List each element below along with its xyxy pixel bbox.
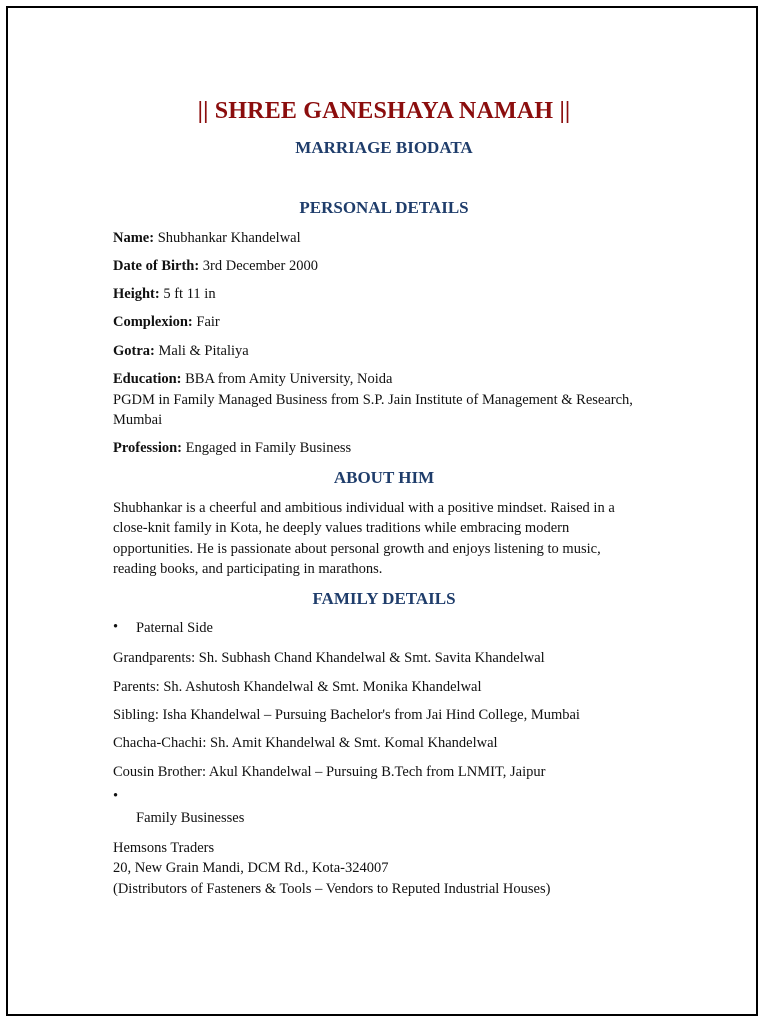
education-row [113, 369, 392, 390]
family-businesses-label: Family Businesses [136, 810, 245, 826]
complexion-row [113, 312, 220, 333]
name-row [113, 228, 301, 249]
cousin-row: Cousin Brother: Akul Khandelwal – Pursuing B.Tech from LNMIT, Jaipur [113, 764, 546, 780]
gotra-label: Gotra: [113, 343, 155, 359]
profession-label: Profession: [113, 440, 183, 456]
dob-value: 3rd December 2000 [202, 258, 318, 274]
height-value: 5 ft 11 in [163, 286, 216, 302]
name-value: Shubhankar Khandelwal [157, 230, 301, 246]
bullet-icon: • [113, 619, 119, 635]
about-line-3: opportunities. He is passionate about personal growth and enjoys listening to music, [113, 541, 601, 557]
family-heading: FAMILY DETAILS [312, 589, 456, 608]
dob-row [113, 256, 318, 277]
education-value: BBA from Amity University, Noida [185, 371, 393, 387]
dob-label: Date of Birth: [113, 258, 200, 274]
height-label: Height: [113, 286, 160, 302]
personal-details-heading: PERSONAL DETAILS [299, 198, 469, 217]
education-line-3: Mumbai [113, 412, 163, 428]
complexion-label: Complexion: [113, 314, 193, 330]
chacha-chachi-row: Chacha-Chachi: Sh. Amit Khandelwal & Smt. Komal Khandelwal [113, 735, 498, 751]
about-line-2: close-knit family in Kota, he deeply values traditions while embracing modern [113, 520, 570, 536]
bullet-icon: • [113, 788, 119, 804]
business-address: 20, New Grain Mandi, DCM Rd., Kota-324007 [113, 860, 389, 876]
page-subtitle: MARRIAGE BIODATA [295, 138, 473, 157]
business-name: Hemsons Traders [113, 840, 215, 856]
about-line-1: Shubhankar is a cheerful and ambitious individual with a positive mindset. Raised in a [113, 500, 615, 516]
profession-value: Engaged in Family Business [185, 440, 352, 456]
paternal-side-label: Paternal Side [136, 620, 213, 636]
name-label: Name: [113, 230, 155, 246]
business-description: (Distributors of Fasteners & Tools – Vendors to Reputed Industrial Houses) [113, 881, 551, 897]
education-label: Education: [113, 371, 182, 387]
about-heading: ABOUT HIM [333, 468, 435, 487]
about-line-4: reading books, and participating in marathons. [113, 561, 383, 577]
gotra-value: Mali & Pitaliya [158, 343, 249, 359]
height-row [113, 284, 216, 305]
education-line-2: PGDM in Family Managed Business from S.P. Jain Institute of Management & Research, [113, 392, 633, 408]
complexion-value: Fair [196, 314, 220, 330]
sibling-row: Sibling: Isha Khandelwal – Pursuing Bachelor's from Jai Hind College, Mumbai [113, 707, 580, 723]
gotra-row [113, 341, 249, 362]
page-title: || SHREE GANESHAYA NAMAH || [197, 98, 571, 124]
grandparents-row: Grandparents: Sh. Subhash Chand Khandelwal & Smt. Savita Khandelwal [113, 650, 545, 666]
profession-row [113, 438, 351, 459]
parents-row: Parents: Sh. Ashutosh Khandelwal & Smt. Monika Khandelwal [113, 679, 482, 695]
